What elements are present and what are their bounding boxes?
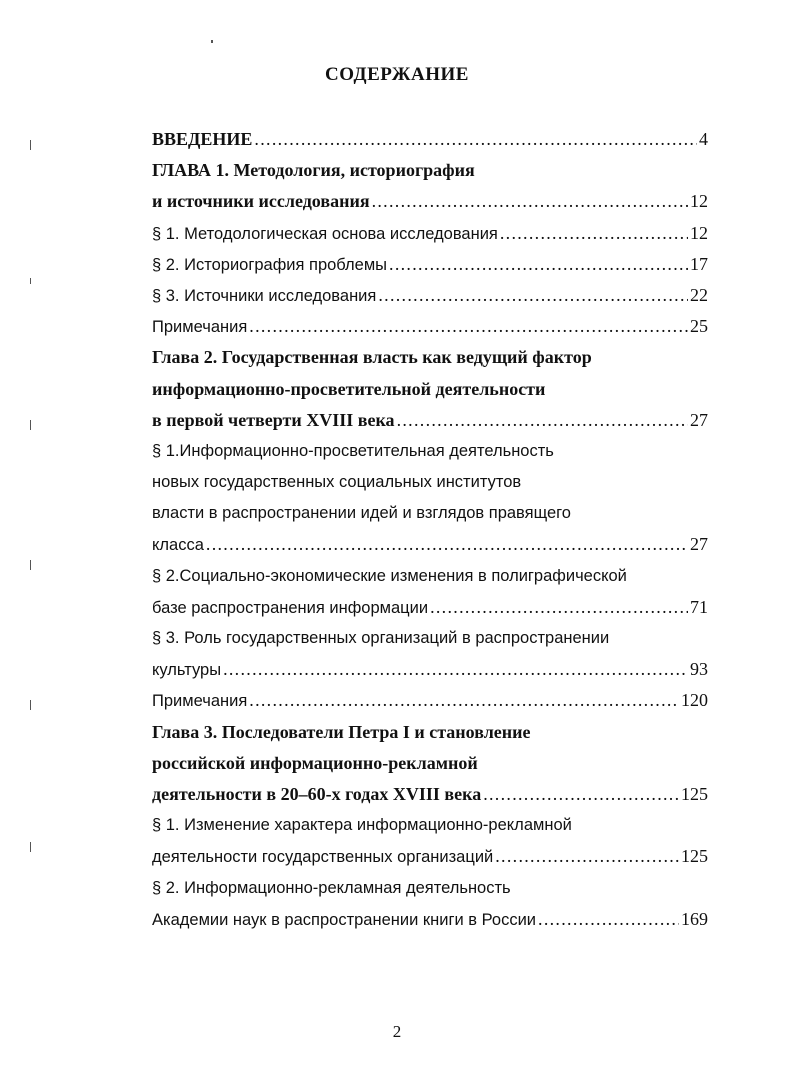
scan-speck (30, 278, 31, 284)
toc-entry-text: § 2.Социально-экономические изменения в полиграфической (152, 566, 627, 585)
toc-entry-text: Примечания (152, 318, 248, 337)
toc-entry-section-cont (152, 654, 708, 685)
toc-entry-notes (152, 685, 708, 716)
toc-entry-chapter-1 (152, 155, 708, 186)
toc-entry-chapter-3-cont (152, 748, 708, 779)
dot-leader (430, 592, 688, 623)
dot-leader (538, 904, 679, 935)
toc-entry-text: новых государственных социальных институтов (152, 473, 522, 492)
toc-page-number: 120 (681, 690, 708, 711)
toc-entry-text: ГЛАВА 1. Методология, историография (152, 160, 475, 181)
toc-entry-chapter-2 (152, 342, 708, 373)
toc-page-number: 71 (690, 596, 708, 617)
toc-entry-text: Глава 2. Государственная власть как ведущий фактор (152, 347, 592, 368)
toc-entry-text: информационно-просветительной деятельности (152, 378, 546, 399)
toc-entry-chapter-1-cont (152, 186, 708, 217)
scan-speck (30, 560, 31, 570)
toc-entry-section (152, 873, 708, 904)
toc-entry-text: Примечания (152, 692, 248, 711)
toc-entry-section (152, 623, 708, 654)
toc-entry-text: § 3. Роль государственных организаций в распространении (152, 629, 610, 647)
toc-entry-section (152, 249, 708, 280)
toc-entry-section-cont (152, 904, 708, 935)
toc-entry-text: § 2. Историография проблемы (152, 255, 388, 274)
toc-page-number: 169 (681, 908, 708, 929)
toc-entry-section (152, 280, 708, 311)
toc-entry-chapter-3-cont (152, 779, 708, 810)
toc-entry-section (152, 436, 708, 467)
scan-speck (30, 420, 31, 430)
toc-entry-section-cont (152, 498, 708, 529)
toc-entry-notes (152, 311, 708, 342)
toc-page-number: 17 (690, 253, 708, 274)
toc-page-number: 125 (681, 783, 708, 804)
toc-entry-section (152, 218, 708, 249)
toc-entry-text: § 1. Изменение характера информационно-рекламной (152, 816, 572, 835)
toc-entry-section (152, 810, 708, 841)
toc-page-number: 12 (690, 191, 708, 212)
toc-entry-text: российской информационно-рекламной (152, 752, 478, 773)
toc-entry-text: § 1.Информационно-просветительная деятельность (152, 441, 554, 460)
scan-speck (30, 700, 31, 710)
toc-entry-text: деятельности в 20–60-х годах XVIII века (152, 783, 482, 804)
toc-entry-section-cont (152, 592, 708, 623)
toc-entry-text: культуры (152, 661, 222, 680)
dot-leader (254, 124, 697, 155)
toc-page-number: 93 (690, 659, 708, 680)
dot-leader (495, 841, 679, 872)
dot-leader (249, 685, 679, 716)
toc-entry-text: § 3. Источники исследования (152, 286, 377, 305)
dot-leader (397, 405, 688, 436)
dot-leader (483, 779, 679, 810)
toc-entry-section-cont (152, 841, 708, 872)
toc-page-number: 4 (699, 129, 708, 149)
toc-page-number: 12 (690, 222, 708, 243)
dot-leader (378, 280, 688, 311)
toc-entry-chapter-2-cont (152, 405, 708, 436)
toc-entry-text: в первой четверти XVIII века (152, 409, 395, 430)
toc-entry-text: ВВЕДЕНИЕ (152, 129, 253, 149)
dot-leader (249, 311, 688, 342)
dot-leader (372, 186, 688, 217)
toc-entry-text: Глава 3. Последователи Петра I и становление (152, 721, 531, 742)
dot-leader (206, 529, 688, 560)
dot-leader (389, 249, 688, 280)
toc-entry-text: § 2. Информационно-рекламная деятельность (152, 878, 511, 897)
dot-leader (500, 218, 688, 249)
scan-speck (30, 842, 31, 852)
toc-page-number: 25 (690, 316, 708, 337)
toc-entry-section-cont (152, 467, 708, 498)
toc-entry-text: власти в распространении идей и взглядов правящего (152, 504, 571, 523)
page-number: 2 (392, 1022, 402, 1041)
page-title: СОДЕРЖАНИЕ (325, 64, 469, 85)
scan-speck (211, 40, 213, 43)
toc-entry-text: и источники исследования (152, 191, 370, 212)
scan-speck (30, 140, 31, 150)
toc-entry-section-cont (152, 529, 708, 560)
toc-entry-text: класса (152, 536, 204, 555)
toc-page-number: 125 (681, 846, 708, 867)
dot-leader (223, 654, 688, 685)
toc-page-number: 27 (690, 534, 708, 555)
toc-page-number: 27 (690, 409, 708, 430)
table-of-contents (152, 124, 708, 935)
toc-entry-text: базе распространения информации (152, 598, 429, 617)
toc-entry-text: § 1. Методологическая основа исследования (152, 224, 498, 243)
toc-entry-text: деятельности государственных организаций (152, 848, 494, 867)
toc-entry-introduction (152, 124, 708, 155)
toc-entry-chapter-2-cont (152, 374, 708, 405)
toc-entry-text: Академии наук в распространении книги в России (152, 910, 537, 929)
toc-entry-section (152, 561, 708, 592)
toc-entry-chapter-3 (152, 717, 708, 748)
toc-page-number: 22 (690, 284, 708, 305)
